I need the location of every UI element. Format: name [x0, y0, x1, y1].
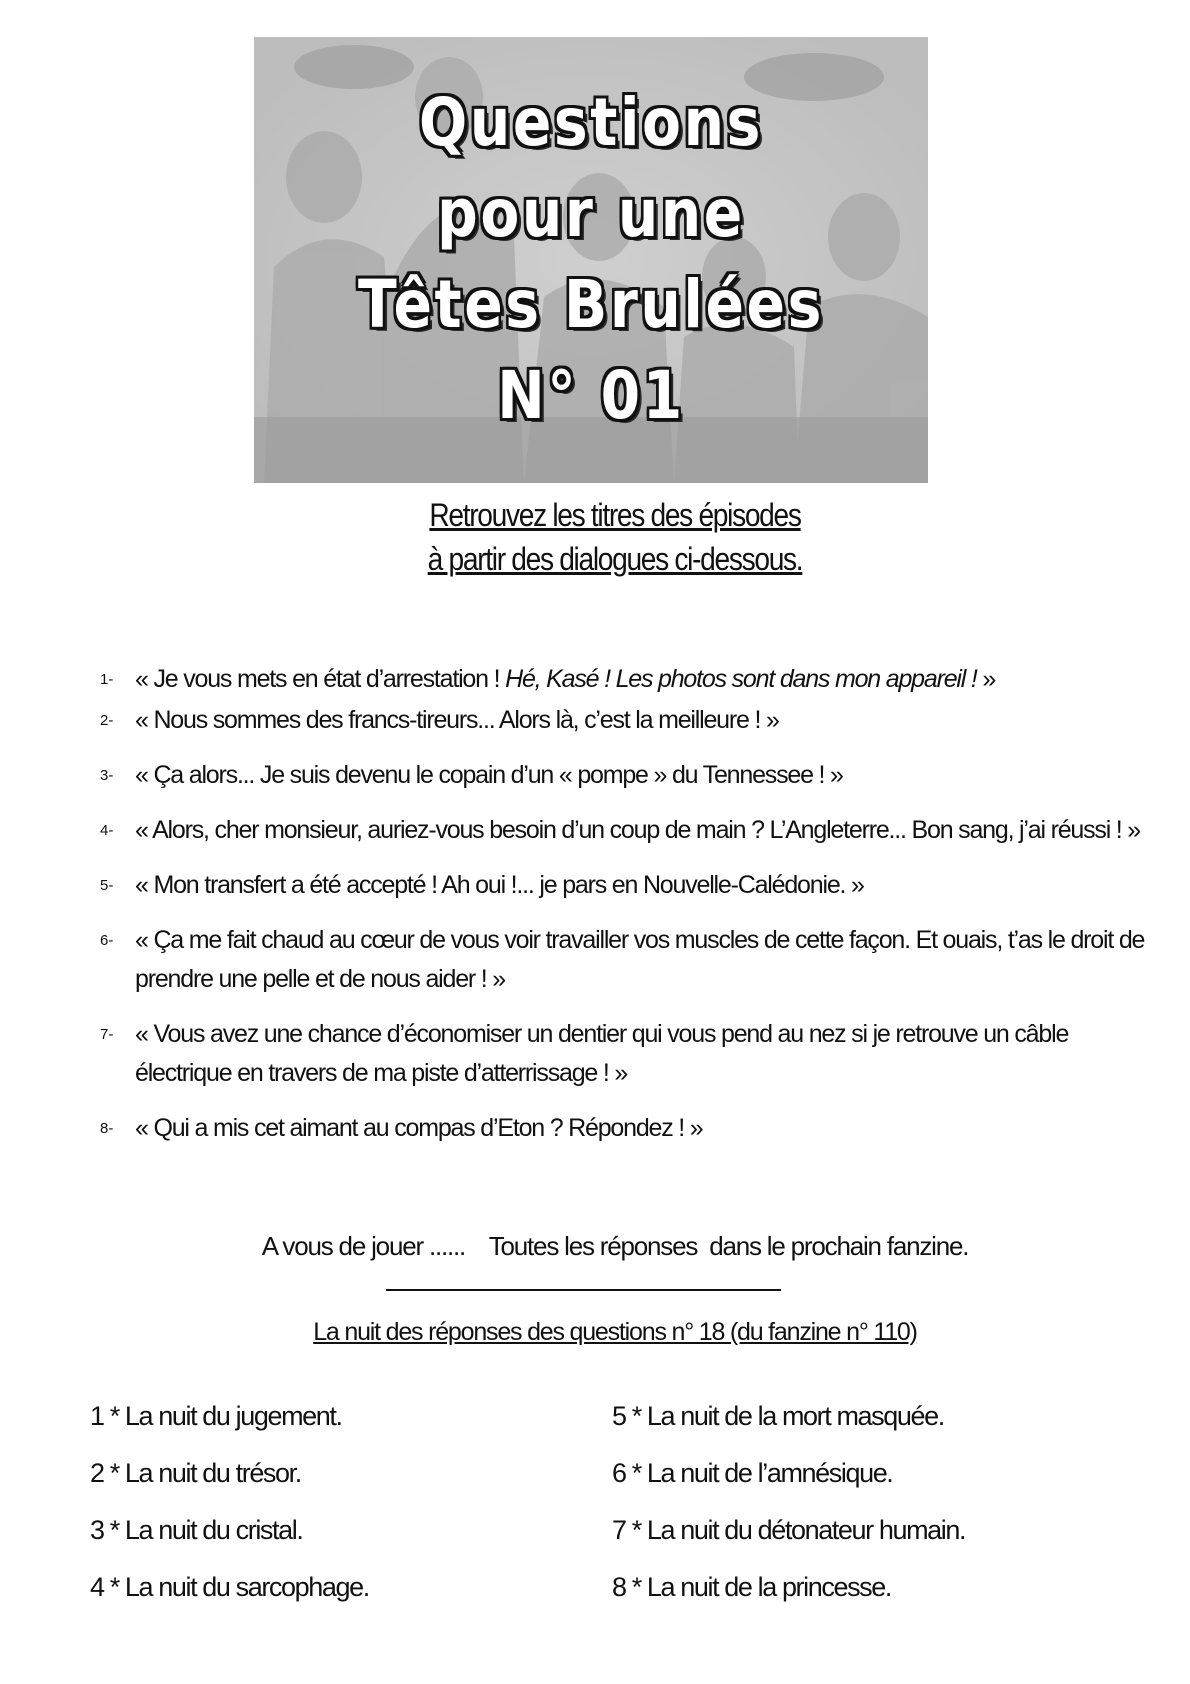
question-text: « Alors, cher monsieur, auriez-vous besoin d’un coup de main ? L’Angleterre... Bon sang, j’ai réussi ! » — [135, 816, 1140, 844]
question-text: « Qui a mis cet aimant au compas d’Eton ? Répondez ! » — [135, 1114, 703, 1142]
instructions-line-1: Retrouvez les titres des épisodes — [429, 497, 801, 533]
question-text: « Mon transfert a été accepté ! Ah oui !... je pars en Nouvelle-Calédonie. » — [135, 871, 864, 899]
banner-image — [254, 37, 928, 483]
question-item — [100, 660, 1150, 699]
question-number: 4- — [100, 822, 114, 839]
question-number: 8- — [100, 1120, 114, 1137]
answer-item: 3 * La nuit du cristal. — [90, 1515, 303, 1545]
question-number: 6- — [100, 932, 114, 949]
question-text: « Nous sommes des francs-tireurs... Alors là, c’est la meilleure ! » — [135, 706, 779, 734]
instructions-heading — [0, 493, 1190, 581]
banner-title-line: pour une — [437, 175, 745, 252]
answer-item: 5 * La nuit de la mort masquée. — [612, 1401, 944, 1431]
question-number: 7- — [100, 1026, 114, 1043]
questions-list — [100, 660, 1150, 1164]
answer-item: 2 * La nuit du trésor. — [90, 1458, 301, 1488]
question-number: 3- — [100, 767, 114, 784]
question-number: 5- — [100, 877, 114, 894]
question-item — [100, 866, 1150, 905]
answers-list-right — [612, 1398, 965, 1626]
question-text: « Ça alors... Je suis devenu le copain d’un « pompe » du Tennessee ! » — [135, 761, 843, 789]
question-text: « Je vous mets en état d’arrestation ! — [135, 665, 506, 693]
answer-item: 4 * La nuit du sarcophage. — [90, 1572, 369, 1602]
question-number: 2- — [100, 712, 114, 729]
answer-item: 7 * La nuit du détonateur humain. — [612, 1515, 966, 1545]
question-number: 1- — [100, 671, 114, 688]
banner-title-line: N° 01 — [497, 357, 685, 434]
question-item — [100, 921, 1150, 999]
instructions-line-2: à partir des dialogues ci-dessous. — [427, 541, 803, 577]
question-item — [100, 811, 1150, 850]
banner-title-line: Questions — [419, 84, 763, 161]
answer-item: 1 * La nuit du jugement. — [90, 1401, 342, 1431]
answers-heading: La nuit des réponses des questions n° 18 (du fanzine n° 110) — [313, 1318, 917, 1346]
answer-item: 6 * La nuit de l’amnésique. — [612, 1458, 893, 1488]
question-item — [100, 701, 1150, 740]
question-item — [100, 1109, 1150, 1148]
banner-title-line: Têtes Brulées — [358, 266, 824, 343]
answers-list-left — [90, 1398, 369, 1626]
question-text: « Ça me fait chaud au cœur de vous voir travailler vos muscles de cette façon. Et ouais, t’as le droit de prendre une pelle et de nous aider ! » — [135, 926, 1145, 993]
play-announcement: A vous de jouer ...... Toutes les réponses dans le prochain fanzine. — [261, 1231, 969, 1261]
answer-item: 8 * La nuit de la princesse. — [612, 1572, 891, 1602]
question-item — [100, 756, 1150, 795]
question-text: « Vous avez une chance d’économiser un dentier qui vous pend au nez si je retrouve un câble électrique en travers de ma piste d’atterrissage ! » — [135, 1020, 1069, 1087]
banner-title — [254, 77, 928, 441]
question-text-end: » — [976, 665, 996, 693]
divider-line — [386, 1289, 781, 1291]
question-text-italic: Hé, Kasé ! Les photos sont dans mon appareil ! — [505, 665, 977, 693]
question-item — [100, 1015, 1150, 1093]
